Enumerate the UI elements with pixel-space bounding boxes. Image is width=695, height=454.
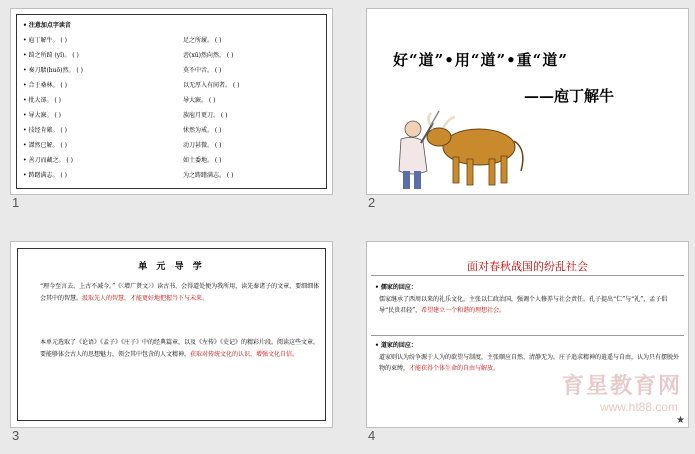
slide-number-1: 1 [12, 195, 20, 210]
exercise-right: 动刀甚微。 ( ) [183, 142, 222, 149]
exercise-left: • 謋然已解。 ( ) [23, 142, 67, 149]
slide-number-2: 2 [368, 195, 376, 210]
exercise-row [23, 50, 323, 60]
exercise-left: • 庖丁解牛。 ( ) [23, 37, 67, 44]
watermark-text: 育星教育网 [561, 373, 682, 398]
exercise-left: • 奏刀騞(huō)然。 ( ) [23, 67, 83, 74]
slide-4-section-1: • 儒家的回应： [375, 284, 417, 291]
slide-4-paragraph-1 [379, 294, 679, 316]
slide-4-divider [371, 275, 684, 276]
exercise-left: • 批大郤。 ( ) [23, 97, 61, 104]
exercise-row [23, 35, 323, 45]
slide-4-section-2: • 道家的回应： [375, 342, 417, 349]
exercise-right: 如土委地。 ( ) [183, 157, 222, 164]
slide-number-3: 3 [12, 428, 20, 443]
exercise-left: • 踌躇满志。 ( ) [23, 172, 67, 179]
slide-3-frame [17, 248, 326, 421]
slide-3-paragraph-1 [40, 281, 320, 305]
exercise-row [23, 95, 323, 105]
slide-3-heading: 单 元 导 学 [138, 262, 205, 272]
slide-4-p2-text: 道家则认为纷争源于人为的欲望与制度，主张顺应自然、清静无为。庄子追求精神的逍遥与自由，认为只有摆脱外物的束缚， [379, 354, 680, 372]
slide-3-para1-text: “理今至言去，上古不减今。”《〈增广贤文〉》读古书，会得道处便为我所用，读先秦诸子的文章，要细细体会其中的智慧。 [40, 283, 320, 302]
exercise-row [23, 125, 323, 135]
slide-3-para2-highlight: 获取对传统文化的认识，增强文化自信。 [190, 351, 299, 358]
exercise-row [23, 140, 323, 150]
exercise-right: 为之踌躇满志。 ( ) [183, 172, 234, 179]
slide-4-p2-highlight: 才能获得个体生命的自由与解放。 [409, 365, 500, 372]
exercise-left: • 技经肯綮。 ( ) [23, 127, 67, 134]
exercise-left: • 合于桑林。 ( ) [23, 82, 67, 89]
slide-thumbnail-4[interactable] [366, 241, 689, 428]
exercise-right: 以无厚入有间者。 ( ) [183, 82, 240, 89]
exercise-left: • 导大窾。 ( ) [23, 112, 61, 119]
exercise-row [23, 155, 323, 165]
star-icon: ★ [676, 415, 685, 426]
exercise-row [23, 110, 323, 120]
exercise-left: • 善刀而藏之。 ( ) [23, 157, 73, 164]
slide-4-heading: 面对春秋战国的纷乱社会 [467, 261, 588, 273]
ox-butcher-illustration [381, 101, 531, 195]
exercise-right: 怵然为戒。 ( ) [183, 127, 222, 134]
exercise-right: 导大窾。 ( ) [183, 97, 216, 104]
exercise-right: 族庖月更刀。 ( ) [183, 112, 228, 119]
exercise-row [23, 65, 323, 75]
watermark-url: www.ht88.com [599, 400, 678, 414]
slide-1-title: • 注意加点字读音 [23, 22, 71, 29]
slide-thumbnail-3[interactable] [10, 241, 333, 428]
slide-3-paragraph-2 [40, 337, 320, 361]
exercise-row [23, 170, 323, 180]
slide-4-divider-2 [371, 335, 684, 336]
slide-3-para1-highlight: 汲取先人的智慧，才能更好地把握当下与未来。 [82, 295, 209, 302]
slide-thumbnail-2[interactable] [366, 8, 689, 195]
slide-2-title: 好“道”•用“道”•重“道” [393, 51, 568, 69]
slide-2-subtitle: ——庖丁解牛 [524, 87, 615, 105]
exercise-row [23, 80, 323, 90]
slide-3-para2-text: 本单元选取了《论语》《孟子》《庄子》中的经典篇章，以及《左传》《史记》的精彩片段。阅读这些文章，要能够体会古人的思想魅力，领会其中包含的人文精神， [40, 339, 320, 358]
slide-number-4: 4 [368, 428, 376, 443]
slide-4-p1-highlight: 希望建立一个和谐的理想社会。 [421, 307, 506, 314]
exercise-right: 莫不中音。 ( ) [183, 67, 222, 74]
exercise-right: 足之所履。 ( ) [183, 37, 222, 44]
exercise-left: • 踦之所踦 (yǐ)。 ( ) [23, 52, 79, 59]
slide-1-frame [16, 14, 327, 189]
exercise-right: 砉(xū)然向然。 ( ) [183, 52, 234, 59]
slide-thumbnail-1[interactable] [10, 8, 333, 195]
slide-4-p1-text: 儒家继承了西周以来的礼乐文化，主张以仁政治国，强调个人修养与社会责任。孔子提出“仁”与“礼”，孟子倡导“民贵君轻”， [379, 296, 668, 314]
